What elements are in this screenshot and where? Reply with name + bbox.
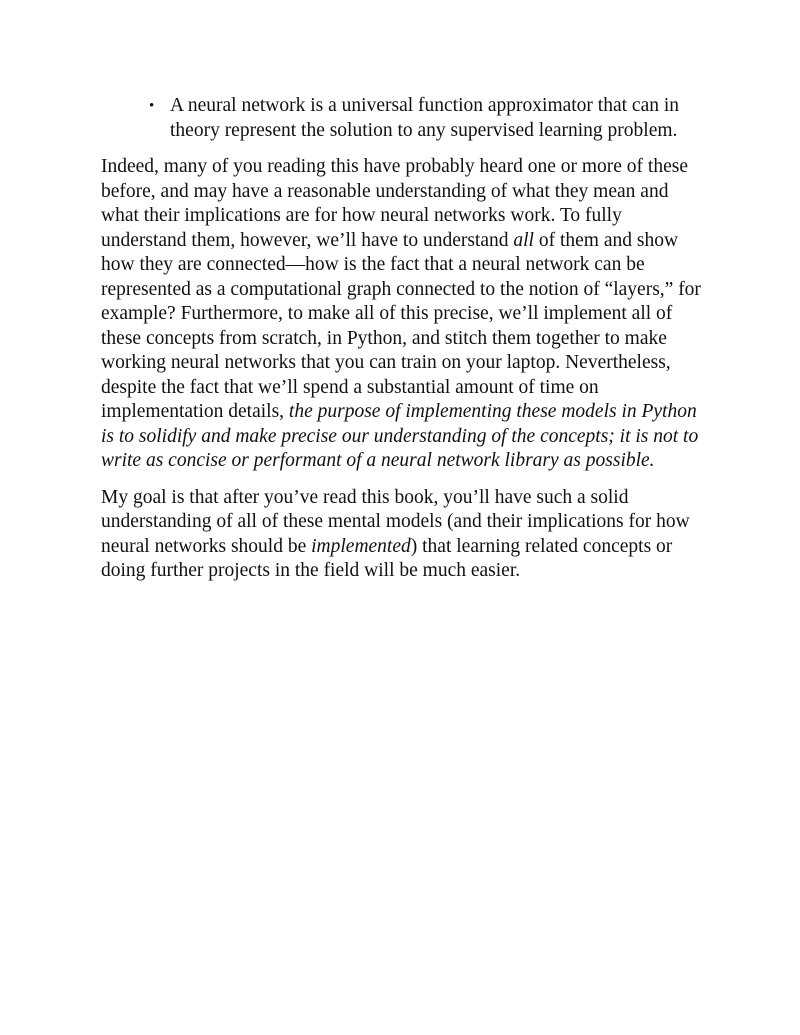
paragraph-2-emphasis-implemented: implemented [311, 535, 411, 557]
body-paragraph-1 [101, 155, 701, 474]
bullet-item [149, 94, 701, 143]
paragraph-1-text-c: of them and show how they are connected—how is the fact that a neural network can be represented as a computational graph connected to the notion of “layers,” for example? Furthermore, to make all of this precise, we’ll implement all of these concepts from scratch, in Python, and stitch them together to make working neural networks that you can train on your laptop. Nevertheless, despite the fact that we’ll spend a substantial amount of time on implementation details, [101, 229, 701, 422]
paragraph-2-text-c: ) that learning related concepts or doing further projects in the field will be much easier. [101, 535, 673, 581]
body-paragraph-2 [101, 486, 701, 584]
bullet-icon: • [149, 98, 155, 114]
paragraph-1-emphasis-all: all [513, 229, 534, 251]
bullet-text: A neural network is a universal function approximator that can in theory represent the solution to any supervised learning problem. [170, 95, 680, 141]
paragraph-1-emphasis-purpose: the purpose of implementing these models in Python is to solidify and make precise our understanding of the concepts; it is not to write as concise or performant of a neural network library as possible. [101, 401, 699, 471]
paragraph-1-text-a: Indeed, many of you reading this have probably heard one or more of these before, and may have a reasonable understanding of what they mean and what their implications are for how neural networks work. To fully understand them, however, we’ll have to understand [101, 156, 688, 251]
bullet-list [101, 94, 701, 143]
page-content [101, 94, 701, 596]
paragraph-2-text-a: My goal is that after you’ve read this book, you’ll have such a solid understanding of all of these mental models (and their implications for how neural networks should be [101, 486, 690, 557]
